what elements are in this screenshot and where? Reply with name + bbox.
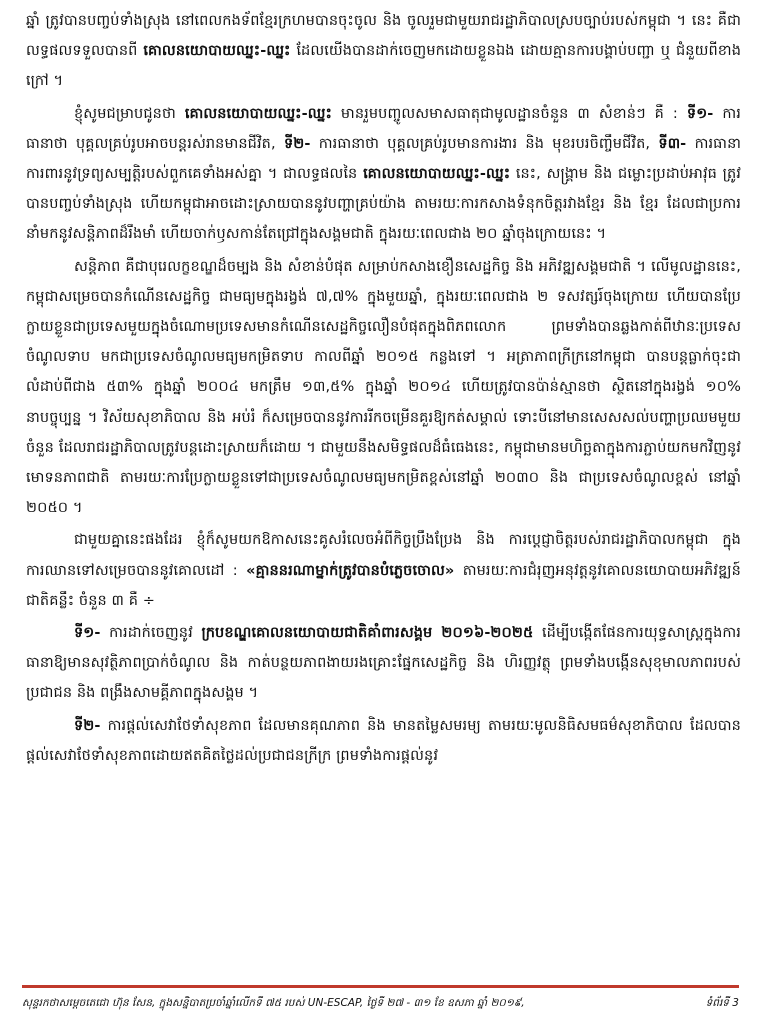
bold-text-run: គោលនយោបាយឈ្នះ-ឈ្នះ — [143, 43, 291, 60]
text-run: ការធានាថា បុគ្គលគ្រប់រូបមានការងារ និង មុខរបរចិញ្ចឹមជីវិត, — [310, 135, 659, 152]
document-body — [26, 6, 741, 951]
text-run: នេះ, សង្គ្រាម និង ជម្លោះប្រដាប់អាវុធ ត្រូវបានបញ្ចប់ទាំងស្រុង ហើយកម្ពុជាអាចដោះស្រាយបាននូវបញ្ហាគ្រប់យ៉ាង តាមរយៈការកសាងទំនុកចិត្តរវាងខ្មែរ និង ខ្មែរ ដែលជាប្រការនាំមកនូវសន្តិភាពដ៏រឹងមាំ ហើយចាក់ឫសកាន់តែជ្រៅក្នុងសង្គមជាតិ ក្នុងរយៈពេលជាង ២០ ឆ្នាំចុងក្រោយនេះ ។ — [26, 166, 741, 243]
body-paragraph — [26, 525, 741, 616]
footer-divider — [22, 985, 739, 988]
text-run: ជាមួយគ្នានេះផងដែរ ខ្ញុំក៏សូមយកឱកាសនេះគូសរំលេចអំពីកិច្ចប្រឹងប្រែង និង ការប្តេជ្ញាចិត្តរបស់រាជរដ្ឋាភិបាលកម្ពុជា ក្នុងការឈានទៅសម្រេចបាននូវគោលដៅ : — [26, 532, 741, 579]
text-run: តាមរយៈការជំរុញអនុវត្តនូវគោលនយោបាយអភិវឌ្ឍន៍ជាតិគន្លឹះ ចំនួន ៣ គឺ ÷ — [26, 562, 741, 609]
bold-text-run: ទី២- — [283, 135, 311, 152]
bold-text-run: «គ្មាននរណាម្នាក់ត្រូវបានបំភ្លេចចោល» — [246, 562, 455, 579]
footer-citation: សុន្ទរកថាសម្តេចតេជោ ហ៊ុន សែន, ក្នុងសន្និបាតប្រចាំឆ្នាំលើកទី ៧៥ របស់ UN-ESCAP, ថ្ងៃទី ២៧ - ៣១ ខែ ឧសភា ឆ្នាំ ២០១៩, — [22, 997, 525, 1009]
page-footer — [22, 993, 739, 1013]
bold-text-run: ទី១- — [74, 625, 101, 642]
body-paragraph — [26, 99, 741, 250]
text-run: មានរួមបញ្ចូលសមាសធាតុជាមូលដ្ឋានចំនួន ៣ សំខាន់ៗ គឺ : — [331, 105, 687, 122]
text-run: ការធានាការពារនូវទ្រព្យសម្បត្តិរបស់ពួកគេទាំងអស់គ្នា ។ ជាលទ្ធផលនៃ — [26, 135, 741, 183]
bold-text-run: គោលនយោបាយឈ្នះ-ឈ្នះ — [184, 105, 332, 122]
bold-text-run: គោលនយោបាយឈ្នះ-ឈ្នះ — [363, 166, 511, 183]
text-run: ដែលយើងបានដាក់ចេញមកដោយខ្លួនឯង ដោយគ្មានការបង្គាប់បញ្ជា ឬ ជំនួយពីខាងក្រៅ ។ — [26, 43, 741, 90]
text-run: ការផ្តល់សេវាថែទាំសុខភាព ដែលមានគុណភាព និង មានតម្លៃសមរម្យ តាមរយៈមូលនិធិសមធម៌សុខាភិបាល ដែលបានផ្តល់សេវាថែទាំសុខភាពដោយឥតគិតថ្លៃដល់ប្រជាជនក្រីក្រ ព្រមទាំងការផ្តល់នូវ — [26, 717, 741, 764]
body-paragraph — [26, 711, 741, 771]
bold-text-run: ទី១- — [686, 105, 714, 122]
bold-text-run: ក្របខណ្ឌគោលនយោបាយជាតិគាំពារសង្គម ២០១៦-២០២៥ — [201, 625, 534, 642]
bold-text-run: ទី២- — [74, 717, 101, 734]
bold-text-run: ទី៣- — [658, 135, 687, 152]
text-run: ឆ្នាំ ត្រូវបានបញ្ចប់ទាំងស្រុង នៅពេលកងទ័ពខ្មែរក្រហមបានចុះចូល និង ចូលរួមជាមួយរាជរដ្ឋាភិបាលស្របច្បាប់របស់កម្ពុជា ។ នេះ គឺជាលទ្ធផលទទួលបានពី — [26, 13, 741, 60]
text-run: សន្តិភាព គឺជាបុរេលក្ខខណ្ឌដ៏ចម្បង និង សំខាន់បំផុត សម្រាប់កសាងខឿនសេដ្ឋកិច្ច និង អភិវឌ្ឍសង្គមជាតិ ។ លើមូលដ្ឋាននេះ, កម្ពុជាសម្រេចបានកំណើនសេដ្ឋកិច្ច ជាមធ្យមក្នុងរង្វង់ ៧,៧% ក្នុងមួយឆ្នាំ, ក្នុងរយៈពេលជាង ២ ទសវត្សរ៍ចុងក្រោយ ហើយបានប្រែក្លាយខ្លួនជាប្រទេសមួយក្នុងចំណោមប្រទេសមានកំណើនសេដ្ឋកិច្ចលឿនបំផុតក្នុងពិភពលោក ព្រមទាំងបានឆ្លងកាត់ពីឋានៈប្រទេសចំណូលទាប មកជាប្រទេសចំណូលមធ្យមកម្រិតទាប កាលពីឆ្នាំ ២០១៥ កន្លងទៅ ។ អត្រាភាពក្រីក្រនៅកម្ពុជា បានបន្តធ្លាក់ចុះជាលំដាប់ពីជាង ៥៣% ក្នុងឆ្នាំ ២០០៤ មកត្រឹម ១៣,៥% ក្នុងឆ្នាំ ២០១៤ ហើយត្រូវបានប៉ាន់ស្មានថា ស្ថិតនៅក្នុងរង្វង់ ១០% នាបច្ចុប្បន្ន ។ វិស័យសុខាភិបាល និង អប់រំ ក៏សម្រេចបាននូវការរីកចម្រើនគួរឱ្យកត់សម្គាល់ ទោះបីនៅមានសេសសល់បញ្ហាប្រឈមមួយចំនួន ដែលរាជរដ្ឋាភិបាលត្រូវបន្តដោះស្រាយក៏ដោយ ។ ជាមួយនឹងសមិទ្ធផលដ៏ធំធេងនេះ, កម្ពុជាមានមហិច្ឆតាក្នុងការភ្ជាប់យកមកវិញនូវមោទនភាពជាតិ តាមរយៈការប្រែក្លាយខ្លួនទៅជាប្រទេសចំណូលមធ្យមកម្រិតខ្ពស់នៅឆ្នាំ ២០៣០ និង ជាប្រទេសចំណូលខ្ពស់ នៅឆ្នាំ ២០៥០ ។ — [26, 258, 741, 517]
text-run: ដើម្បីបង្កើតផែនការយុទ្ធសាស្ត្រក្នុងការធានាឱ្យមានសុវត្ថិភាពប្រាក់ចំណូល និង កាត់បន្ថយភាពងាយរងគ្រោះផ្នែកសេដ្ឋកិច្ច និង ហិរញ្ញវត្ថុ ព្រមទាំងបង្កើនសុខុមាលភាពរបស់ប្រជាជន និង ពង្រឹងសាមគ្គីភាពក្នុងសង្គម ។ — [26, 625, 741, 702]
text-run: ខ្ញុំសូមជម្រាបជូនថា — [74, 105, 185, 122]
page-number: ទំព័រទី 3 — [705, 997, 739, 1009]
body-paragraph — [26, 252, 741, 524]
body-paragraph — [26, 6, 741, 97]
body-paragraph — [26, 618, 741, 709]
text-run: ការធានាថា បុគ្គលគ្រប់រូបអាចបន្តរស់រានមានជីវិត, — [26, 105, 741, 152]
text-run: ការដាក់ចេញនូវ — [100, 625, 202, 642]
